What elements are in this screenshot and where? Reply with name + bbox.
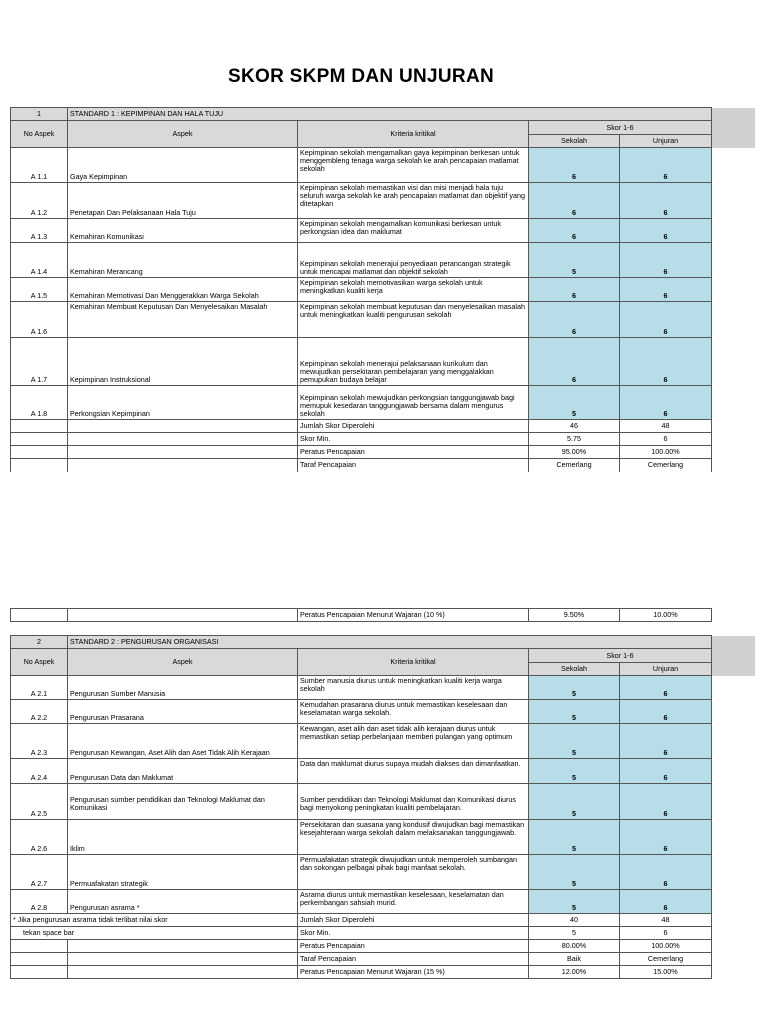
unjuran-score-cell[interactable]: 6 [620,386,712,420]
table-row [11,855,755,890]
table-row [11,724,755,759]
aspek-number: A 1.4 [11,243,68,278]
summary-label: Jumlah Skor Diperolehi [298,420,529,433]
unjuran-score-cell[interactable]: 6 [620,724,712,759]
space-bar-note: tekan space bar [11,927,298,940]
standard-2-table [10,635,755,979]
aspek-number: A 1.7 [11,338,68,386]
standard-2-title-row [11,636,755,649]
aspek-name: Pengurusan sumber pendidikan dan Teknologi Maklumat dan Komunikasi [68,784,298,820]
summary-row [11,914,755,927]
summary-unjuran: 100.00% [620,446,712,459]
unjuran-score-cell[interactable]: 6 [620,219,712,243]
kriteria-text: Kepimpinan sekolah menerajui pelaksanaan kurikulum dan mewujudkan persekitaran pembelajaran yang menggalakkan pemupukan budaya belajar [298,338,529,386]
table-row [11,784,755,820]
summary-label: Peratus Pencapaian [298,446,529,459]
aspek-header: Aspek [68,649,298,676]
aspek-number: A 2.7 [11,855,68,890]
unjuran-score-cell[interactable]: 6 [620,148,712,183]
summary-sekolah: 40 [529,914,620,927]
aspek-name: Iklim [68,820,298,855]
aspek-number: A 1.5 [11,278,68,302]
aspek-name: Gaya Kepimpinan [68,148,298,183]
standard-1-table [10,107,755,472]
aspek-number: A 1.1 [11,148,68,183]
sekolah-score-cell[interactable]: 5 [529,243,620,278]
sekolah-score-cell[interactable]: 5 [529,676,620,700]
summary-label: Skor Min. [298,927,529,940]
unjuran-score-cell[interactable]: 6 [620,700,712,724]
summary-row [11,446,755,459]
standard-name: STANDARD 1 : KEPIMPINAN DAN HALA TUJU [68,108,712,121]
unjuran-score-cell[interactable]: 6 [620,302,712,338]
table-row [11,148,755,183]
unjuran-header: Unjuran [620,135,712,148]
summary-sekolah: 95.00% [529,446,620,459]
table-row [11,219,755,243]
unjuran-score-cell[interactable]: 6 [620,183,712,219]
summary-row [11,420,755,433]
sekolah-score-cell[interactable]: 5 [529,820,620,855]
table-row [11,759,755,784]
kriteria-text: Kepimpinan sekolah menerajui penyediaan perancangan strategik untuk mencapai matlamat dan objektif sekolah [298,243,529,278]
wajaran-unjuran: 10.00% [620,609,712,622]
aspek-name: Pengurusan asrama * [68,890,298,914]
summary-label: Taraf Pencapaian [298,459,529,472]
kriteria-text: Kepimpinan sekolah memotivasikan warga sekolah untuk meningkatkan kualiti kerja [298,278,529,302]
kriteria-text: Persekitaran dan suasana yang kondusif diwujudkan bagi memastikan kesejahteraan warga sekolah dalam melaksanakan tanggungjawab. [298,820,529,855]
unjuran-score-cell[interactable]: 6 [620,784,712,820]
kriteria-header: Kriteria kritikal [298,649,529,676]
table-row [11,676,755,700]
sekolah-score-cell[interactable]: 5 [529,386,620,420]
wajaran-sekolah: 9.50% [529,609,620,622]
summary-row [11,966,755,979]
skor-header: Skor 1-6 [529,649,712,663]
sekolah-score-cell[interactable]: 5 [529,759,620,784]
kriteria-text: Data dan maklumat diurus supaya mudah diakses dan dimanfaatkan. [298,759,529,784]
summary-row [11,459,755,472]
summary-label: Skor Min. [298,433,529,446]
unjuran-score-cell[interactable]: 6 [620,676,712,700]
wajaran-label: Peratus Pencapaian Menurut Wajaran (10 %) [298,609,529,622]
summary-unjuran: Cemerlang [620,459,712,472]
sekolah-score-cell[interactable]: 5 [529,855,620,890]
summary-unjuran: 6 [620,927,712,940]
kriteria-text: Sumber manusia diurus untuk meningkatkan kualiti kerja warga sekolah [298,676,529,700]
aspek-name: Kemahiran Membuat Keputusan Dan Menyelesaikan Masalah [68,302,298,338]
grey-margin-block [712,636,755,676]
aspek-name: Penetapan Dan Pelaksanaan Hala Tuju [68,183,298,219]
aspek-name: Pengurusan Prasarana [68,700,298,724]
aspek-number: A 2.4 [11,759,68,784]
aspek-name: Kemahiran Komunikasi [68,219,298,243]
summary-row [11,953,755,966]
sekolah-score-cell[interactable]: 5 [529,700,620,724]
sekolah-score-cell[interactable]: 5 [529,890,620,914]
aspek-number: A 1.8 [11,386,68,420]
standard-number: 2 [11,636,68,649]
summary-sekolah: 46 [529,420,620,433]
aspek-number: A 2.2 [11,700,68,724]
kriteria-text: Kewangan, aset alih dan aset tidak alih kerajaan diurus untuk memastikan setiap perbelanjaan memberi pulangan yang optimum [298,724,529,759]
kriteria-text: Sumber pendidikan dan Teknologi Maklumat dan Komunikasi diurus bagi menyokong peningkatan kualiti pembelajaran. [298,784,529,820]
table-row [11,278,755,302]
no-aspek-header: No Aspek [11,649,68,676]
summary-unjuran: 15.00% [620,966,712,979]
aspek-name: Permuafakatan strategik [68,855,298,890]
sekolah-score-cell[interactable]: 6 [529,183,620,219]
aspek-number: A 1.2 [11,183,68,219]
skor-header: Skor 1-6 [529,121,712,135]
kriteria-text: Kepimpinan sekolah mengamalkan gaya kepimpinan berkesan untuk menggembleng tenaga warga sekolah ke arah pencapaian matlamat sekolah [298,148,529,183]
aspek-number: A 1.3 [11,219,68,243]
sekolah-score-cell[interactable]: 6 [529,302,620,338]
skor-header-row [11,121,755,135]
unjuran-score-cell[interactable]: 6 [620,759,712,784]
kriteria-text: Asrama diurus untuk memastikan keselesaan, keselamatan dan perkembangan sahsiah murid. [298,890,529,914]
grey-margin-block [712,108,755,148]
summary-sekolah: 5.75 [529,433,620,446]
aspek-name: Pengurusan Sumber Manusia [68,676,298,700]
summary-unjuran: 48 [620,914,712,927]
sekolah-score-cell[interactable]: 6 [529,278,620,302]
aspek-name: Perkongsian Kepimpinan [68,386,298,420]
unjuran-score-cell[interactable]: 6 [620,338,712,386]
summary-unjuran: Cemerlang [620,953,712,966]
kriteria-text: Kepimpinan sekolah mewujudkan perkongsian tanggungjawab bagi memupuk kesedaran tanggungjawab bersama dalam mengurus sekolah [298,386,529,420]
summary-sekolah: 5 [529,927,620,940]
sekolah-score-cell[interactable]: 6 [529,338,620,386]
aspek-number: A 2.1 [11,676,68,700]
summary-row [11,927,755,940]
kriteria-text: Kemudahan prasarana diurus untuk memastikan keselesaan dan keselamatan warga sekolah. [298,700,529,724]
summary-sekolah: Baik [529,953,620,966]
sekolah-header: Sekolah [529,135,620,148]
aspek-number: A 2.8 [11,890,68,914]
summary-label: Taraf Pencapaian [298,953,529,966]
aspek-name: Pengurusan Data dan Maklumat [68,759,298,784]
standard-1-title-row [11,108,755,121]
aspek-number: A 1.6 [11,302,68,338]
table-row [11,183,755,219]
aspek-number: A 2.6 [11,820,68,855]
summary-label: Peratus Pencapaian [298,940,529,953]
aspek-name: Pengurusan Kewangan, Aset Alih dan Aset Tidak Alih Kerajaan [68,724,298,759]
summary-label: Peratus Pencapaian Menurut Wajaran (15 %) [298,966,529,979]
summary-unjuran: 100.00% [620,940,712,953]
wajaran-row [11,609,712,622]
unjuran-score-cell[interactable]: 6 [620,820,712,855]
kriteria-text: Kepimpinan sekolah membuat keputusan dan menyelesaikan masalah untuk meningkatkan kualiti pengurusan sekolah [298,302,529,338]
summary-sekolah: Cemerlang [529,459,620,472]
summary-unjuran: 6 [620,433,712,446]
unjuran-score-cell[interactable]: 6 [620,243,712,278]
summary-row [11,940,755,953]
aspek-number: A 2.3 [11,724,68,759]
table-row [11,890,755,914]
kriteria-text: Permuafakatan strategik diwujudkan untuk memperoleh sumbangan dan sokongan pelbagai pihak bagi manfaat sekolah. [298,855,529,890]
table-row [11,700,755,724]
standard-name: STANDARD 2 : PENGURUSAN ORGANISASI [68,636,712,649]
sekolah-score-cell[interactable]: 6 [529,148,620,183]
page-title: SKOR SKPM DAN UNJURAN [228,66,494,87]
kriteria-text: Kepimpinan sekolah mengamalkan komunikasi berkesan untuk perkongsian idea dan maklumat [298,219,529,243]
summary-sekolah: 12.00% [529,966,620,979]
aspek-header: Aspek [68,121,298,148]
asrama-note: * Jika pengurusan asrama tidak terlibat nilai skor [11,914,298,927]
standard-1-wajaran-table [10,608,712,622]
aspek-name: Kepimpinan Instruksional [68,338,298,386]
sekolah-score-cell[interactable]: 6 [529,219,620,243]
summary-label: Jumlah Skor Diperolehi [298,914,529,927]
unjuran-score-cell[interactable]: 6 [620,855,712,890]
table-row [11,302,755,338]
kriteria-text: Kepimpinan sekolah memastikan visi dan misi menjadi hala tuju seluruh warga sekolah ke arah pencapaian matlamat dan objektif yang ditetapkan [298,183,529,219]
unjuran-score-cell[interactable]: 6 [620,278,712,302]
table-row [11,338,755,386]
table-row [11,243,755,278]
summary-sekolah: 80.00% [529,940,620,953]
unjuran-score-cell[interactable]: 6 [620,890,712,914]
aspek-name: Kemahiran Merancang [68,243,298,278]
sekolah-score-cell[interactable]: 5 [529,784,620,820]
sekolah-header: Sekolah [529,663,620,676]
summary-unjuran: 48 [620,420,712,433]
table-row [11,820,755,855]
summary-row [11,433,755,446]
skor-header-row [11,649,755,663]
kriteria-header: Kriteria kritikal [298,121,529,148]
no-aspek-header: No Aspek [11,121,68,148]
sekolah-score-cell[interactable]: 5 [529,724,620,759]
table-row [11,386,755,420]
unjuran-header: Unjuran [620,663,712,676]
standard-number: 1 [11,108,68,121]
aspek-number: A 2.5 [11,784,68,820]
aspek-name: Kemahiran Memotivasi Dan Menggerakkan Warga Sekolah [68,278,298,302]
